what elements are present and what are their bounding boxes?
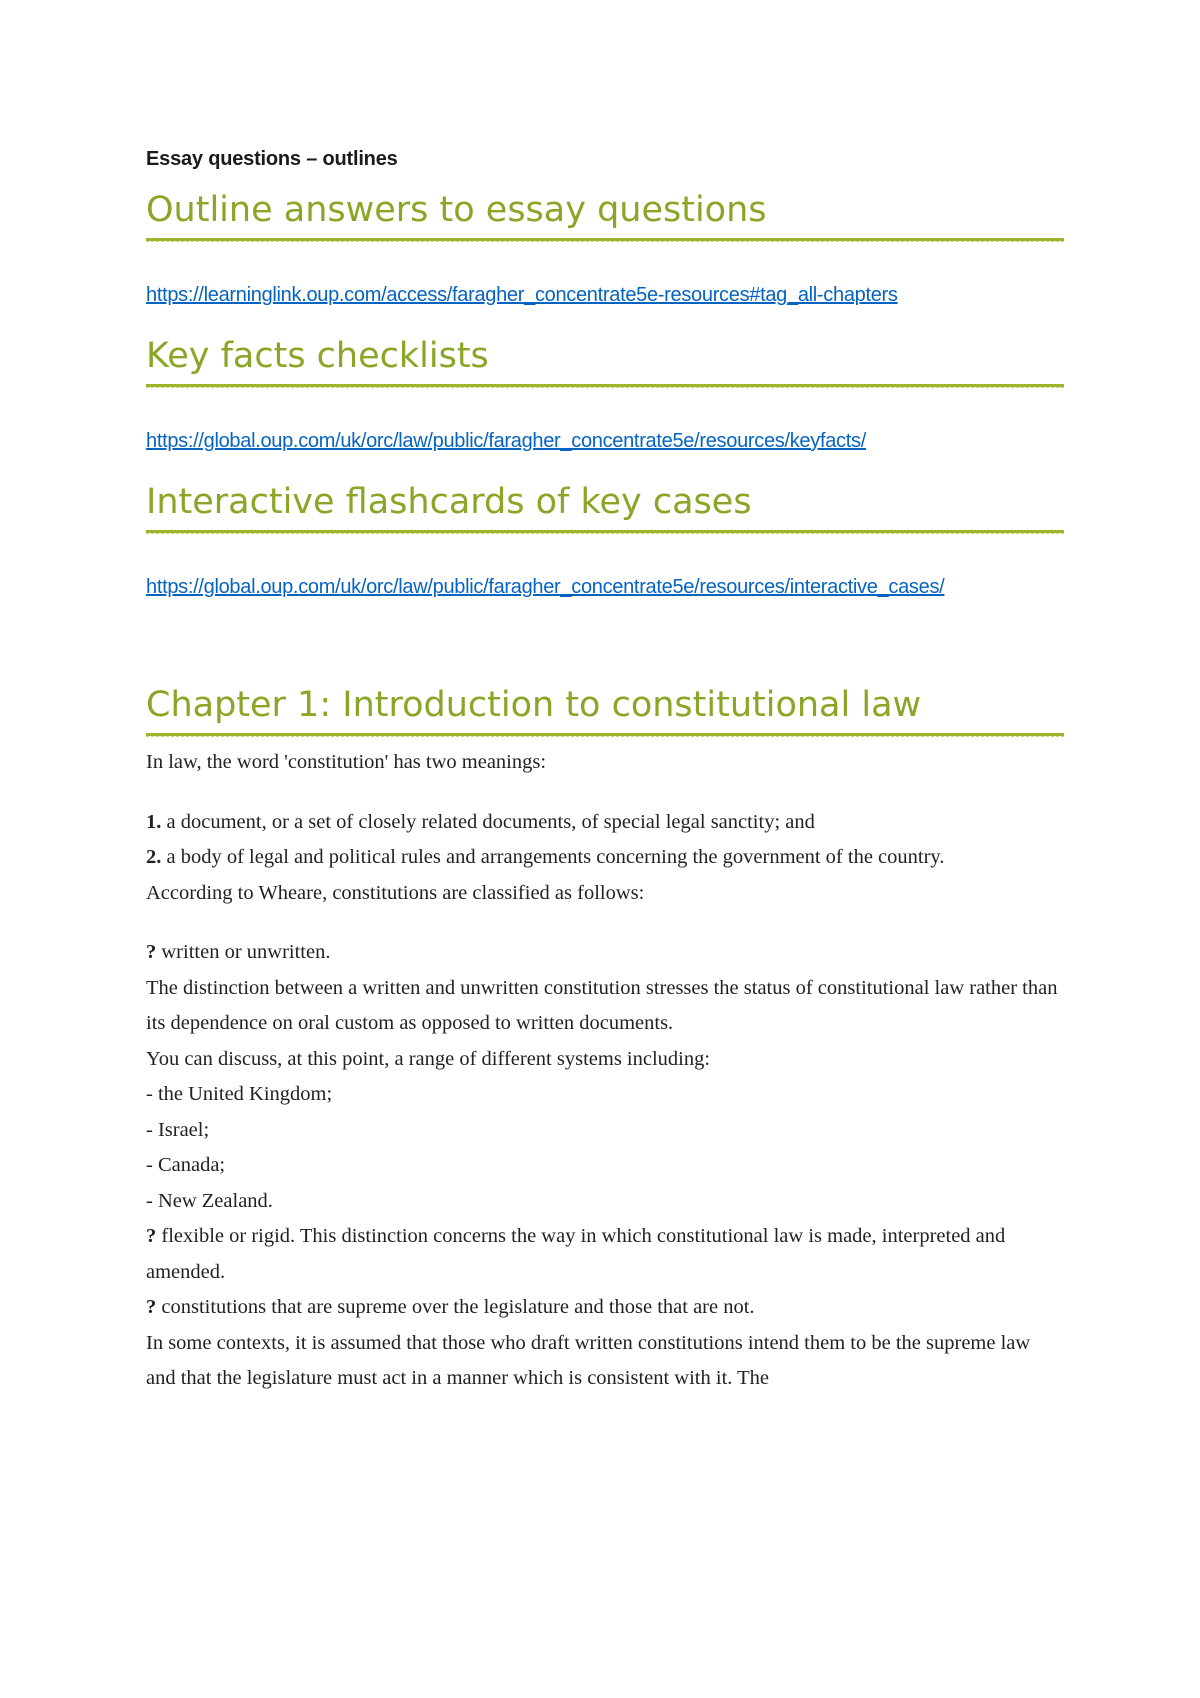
heading-key-facts-text: Key facts checklists [146,336,489,376]
heading-chapter-1-text: Chapter 1: Introduction to constitutional law [146,685,922,725]
heading-divider [146,238,1064,242]
system-item: - the United Kingdom; [146,1083,333,1105]
heading-chapter-1 [146,685,1064,725]
intro-paragraph: In law, the word 'constitution' has two meanings: [146,751,547,773]
heading-flashcards [146,482,1064,522]
bullet-supreme [146,1290,1064,1326]
meaning-2 [146,840,1064,876]
heading-divider [146,530,1064,534]
link-key-facts[interactable]: https://global.oup.com/uk/orc/law/public/faragher_concentrate5e/resources/keyfacts/ [146,430,866,452]
bullet-mark: ? [146,1296,157,1318]
distinction-paragraph: The distinction between a written and unwritten constitution stresses the status of constitutional law rather than its dependence on oral custom as opposed to written documents. [146,976,1058,1034]
chapter-body [146,745,1064,1397]
system-item: - Israel; [146,1118,210,1141]
system-item: - Canada; [146,1154,226,1176]
meaning-1-number: 1. [146,810,162,833]
document-title: Essay questions – outlines [146,148,398,170]
bullet-mark: ? [146,941,157,963]
meaning-2-number: 2. [146,846,162,868]
bullet-supreme-text: constitutions that are supreme over the legislature and those that are not. [156,1296,755,1318]
bullet-mark: ? [146,1225,157,1247]
heading-flashcards-text: Interactive flashcards of key cases [146,482,752,522]
meaning-1 [146,805,1064,841]
heading-outline-answers-text: Outline answers to essay questions [146,190,767,230]
discuss-paragraph: You can discuss, at this point, a range of different systems including: [146,1047,711,1070]
heading-key-facts [146,336,1064,376]
bullet-flexible [146,1219,1064,1290]
meaning-2-text: a body of legal and political rules and arrangements concerning the government of the country. [161,846,945,868]
link-outline-answers[interactable]: https://learninglink.oup.com/access/faragher_concentrate5e-resources#tag_all-chapters [146,284,898,306]
heading-divider [146,733,1064,737]
bullet-flexible-text: flexible or rigid. This distinction concerns the way in which constitutional law is made, interpreted and amended. [146,1225,1006,1283]
meaning-1-text: a document, or a set of closely related documents, of special legal sanctity; and [161,810,815,833]
heading-divider [146,384,1064,388]
wheare-paragraph: According to Wheare, constitutions are classified as follows: [146,881,645,904]
link-flashcards[interactable]: https://global.oup.com/uk/orc/law/public/faragher_concentrate5e/resources/interactive_cases/ [146,576,945,598]
contexts-paragraph: In some contexts, it is assumed that those who draft written constitutions intend them to be the supreme law and that the legislature must act in a manner which is consistent with it. The [146,1331,1031,1389]
heading-outline-answers [146,190,1064,230]
bullet-written [146,935,1064,971]
bullet-written-text: written or unwritten. [156,941,331,963]
system-item: - New Zealand. [146,1189,273,1212]
